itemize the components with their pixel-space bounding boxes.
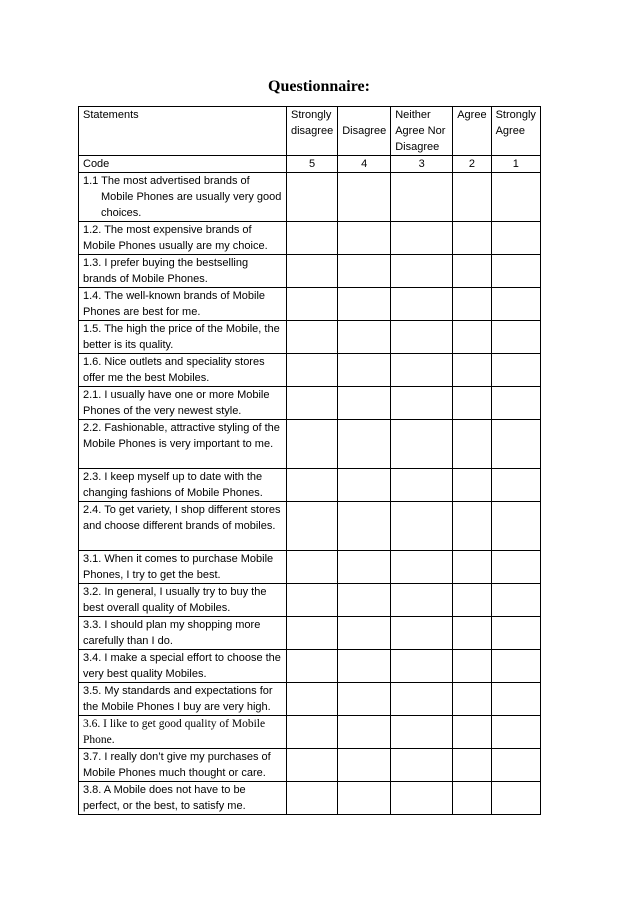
- response-cell[interactable]: [491, 321, 540, 354]
- response-cell[interactable]: [391, 354, 453, 387]
- table-row: [79, 354, 541, 387]
- response-cell[interactable]: [338, 173, 391, 222]
- response-cell[interactable]: [491, 354, 540, 387]
- response-cell[interactable]: [287, 387, 338, 420]
- response-cell[interactable]: [338, 551, 391, 584]
- code-row: [79, 156, 541, 173]
- response-cell[interactable]: [338, 749, 391, 782]
- response-cell[interactable]: [338, 584, 391, 617]
- response-cell[interactable]: [491, 469, 540, 502]
- response-cell[interactable]: [491, 255, 540, 288]
- response-cell[interactable]: [491, 650, 540, 683]
- code-value: 4: [338, 156, 391, 173]
- statement-text: 2.1. I usually have one or more Mobile Phones of the very newest style.: [79, 387, 287, 420]
- response-cell[interactable]: [491, 716, 540, 749]
- response-cell[interactable]: [391, 551, 453, 584]
- header-strongly-agree: Strongly Agree: [491, 107, 540, 156]
- table-row: [79, 650, 541, 683]
- statement-text: 1.4. The well-known brands of Mobile Phones are best for me.: [79, 288, 287, 321]
- table-row: [79, 782, 541, 815]
- response-cell[interactable]: [391, 469, 453, 502]
- code-value: 3: [391, 156, 453, 173]
- response-cell[interactable]: [287, 255, 338, 288]
- header-agree: Agree: [453, 107, 491, 156]
- response-cell[interactable]: [287, 469, 338, 502]
- statement-text: 1.5. The high the price of the Mobile, the better is its quality.: [79, 321, 287, 354]
- response-cell[interactable]: [491, 683, 540, 716]
- response-cell[interactable]: [491, 173, 540, 222]
- response-cell[interactable]: [453, 551, 491, 584]
- response-cell[interactable]: [453, 683, 491, 716]
- response-cell[interactable]: [453, 782, 491, 815]
- response-cell[interactable]: [287, 551, 338, 584]
- response-cell[interactable]: [287, 782, 338, 815]
- page-title: Questionnaire:: [268, 78, 370, 95]
- response-cell[interactable]: [287, 683, 338, 716]
- response-cell[interactable]: [453, 255, 491, 288]
- response-cell[interactable]: [391, 222, 453, 255]
- response-cell[interactable]: [338, 321, 391, 354]
- header-strongly-disagree: Strongly disagree: [287, 107, 338, 156]
- response-cell[interactable]: [491, 551, 540, 584]
- statement-text: 1.6. Nice outlets and speciality stores offer me the best Mobiles.: [79, 354, 287, 387]
- response-cell[interactable]: [338, 782, 391, 815]
- response-cell[interactable]: [453, 173, 491, 222]
- table-row: [79, 584, 541, 617]
- code-value: 2: [453, 156, 491, 173]
- statement-text: 3.8. A Mobile does not have to be perfect, or the best, to satisfy me.: [79, 782, 287, 815]
- statement-text: 3.4. I make a special effort to choose the very best quality Mobiles.: [79, 650, 287, 683]
- response-cell[interactable]: [453, 222, 491, 255]
- statement-text: 3.7. I really don’t give my purchases of Mobile Phones much thought or care.: [79, 749, 287, 782]
- response-cell[interactable]: [391, 584, 453, 617]
- response-cell[interactable]: [391, 782, 453, 815]
- response-cell[interactable]: [338, 255, 391, 288]
- response-cell[interactable]: [391, 255, 453, 288]
- response-cell[interactable]: [491, 617, 540, 650]
- response-cell[interactable]: [287, 321, 338, 354]
- response-cell[interactable]: [453, 420, 491, 469]
- response-cell[interactable]: [453, 502, 491, 551]
- response-cell[interactable]: [338, 502, 391, 551]
- response-cell[interactable]: [491, 222, 540, 255]
- response-cell[interactable]: [491, 387, 540, 420]
- response-cell[interactable]: [287, 222, 338, 255]
- table-row: [79, 222, 541, 255]
- response-cell[interactable]: [391, 321, 453, 354]
- response-cell[interactable]: [391, 749, 453, 782]
- response-cell[interactable]: [453, 716, 491, 749]
- statement-text: 3.6. I like to get good quality of Mobile Phone.: [79, 716, 287, 749]
- response-cell[interactable]: [338, 469, 391, 502]
- response-cell[interactable]: [391, 502, 453, 551]
- response-cell[interactable]: [391, 716, 453, 749]
- response-cell[interactable]: [338, 420, 391, 469]
- table-row: [79, 321, 541, 354]
- response-cell[interactable]: [491, 502, 540, 551]
- response-cell[interactable]: [453, 617, 491, 650]
- header-row: [79, 107, 541, 156]
- code-value: 1: [491, 156, 540, 173]
- table-row: [79, 551, 541, 584]
- statement-text: 3.2. In general, I usually try to buy the best overall quality of Mobiles.: [79, 584, 287, 617]
- response-cell[interactable]: [391, 387, 453, 420]
- statement-text: 1.2. The most expensive brands of Mobile Phones usually are my choice.: [79, 222, 287, 255]
- table-row: [79, 502, 541, 551]
- statement-text: 1.3. I prefer buying the bestselling brands of Mobile Phones.: [79, 255, 287, 288]
- response-cell[interactable]: [338, 617, 391, 650]
- response-cell[interactable]: [453, 749, 491, 782]
- response-cell[interactable]: [338, 354, 391, 387]
- statement-text: 2.2. Fashionable, attractive styling of the Mobile Phones is very important to me.: [79, 420, 287, 469]
- statement-text: 2.4. To get variety, I shop different stores and choose different brands of mobiles.: [79, 502, 287, 551]
- response-cell[interactable]: [287, 716, 338, 749]
- table-row: [79, 617, 541, 650]
- response-cell[interactable]: [287, 288, 338, 321]
- response-cell[interactable]: [287, 354, 338, 387]
- response-cell[interactable]: [287, 617, 338, 650]
- table-row: [79, 683, 541, 716]
- header-neither: Neither Agree Nor Disagree: [391, 107, 453, 156]
- response-cell[interactable]: [491, 420, 540, 469]
- response-cell[interactable]: [391, 173, 453, 222]
- response-cell[interactable]: [391, 288, 453, 321]
- response-cell[interactable]: [391, 420, 453, 469]
- response-cell[interactable]: [491, 749, 540, 782]
- header-statements: Statements: [79, 107, 287, 156]
- response-cell[interactable]: [338, 650, 391, 683]
- response-cell[interactable]: [453, 584, 491, 617]
- table-row: [79, 716, 541, 749]
- response-cell[interactable]: [453, 354, 491, 387]
- questionnaire-table: [78, 106, 541, 815]
- response-cell[interactable]: [338, 683, 391, 716]
- response-cell[interactable]: [287, 749, 338, 782]
- response-cell[interactable]: [391, 683, 453, 716]
- statement-text: 3.3. I should plan my shopping more carefully than I do.: [79, 617, 287, 650]
- response-cell[interactable]: [391, 650, 453, 683]
- response-cell[interactable]: [338, 716, 391, 749]
- response-cell[interactable]: [453, 387, 491, 420]
- code-label: Code: [79, 156, 287, 173]
- response-cell[interactable]: [453, 650, 491, 683]
- table-row: [79, 749, 541, 782]
- response-cell[interactable]: [491, 584, 540, 617]
- statement-text: 1.1 The most advertised brands of Mobile Phones are usually very good choices.: [79, 173, 287, 222]
- statement-text: 3.5. My standards and expectations for the Mobile Phones I buy are very high.: [79, 683, 287, 716]
- response-cell[interactable]: [453, 321, 491, 354]
- table-row: [79, 173, 541, 222]
- response-cell[interactable]: [338, 222, 391, 255]
- response-cell[interactable]: [287, 173, 338, 222]
- statement-text: 2.3. I keep myself up to date with the changing fashions of Mobile Phones.: [79, 469, 287, 502]
- response-cell[interactable]: [391, 617, 453, 650]
- response-cell[interactable]: [287, 650, 338, 683]
- response-cell[interactable]: [287, 584, 338, 617]
- table-row: [79, 420, 541, 469]
- response-cell[interactable]: [453, 469, 491, 502]
- header-disagree: Disagree: [338, 107, 391, 156]
- response-cell[interactable]: [453, 288, 491, 321]
- response-cell[interactable]: [338, 288, 391, 321]
- table-row: [79, 387, 541, 420]
- table-row: [79, 288, 541, 321]
- response-cell[interactable]: [491, 782, 540, 815]
- code-value: 5: [287, 156, 338, 173]
- response-cell[interactable]: [287, 420, 338, 469]
- response-cell[interactable]: [338, 387, 391, 420]
- table-row: [79, 255, 541, 288]
- statement-text: 3.1. When it comes to purchase Mobile Phones, I try to get the best.: [79, 551, 287, 584]
- response-cell[interactable]: [287, 502, 338, 551]
- response-cell[interactable]: [491, 288, 540, 321]
- table-row: [79, 469, 541, 502]
